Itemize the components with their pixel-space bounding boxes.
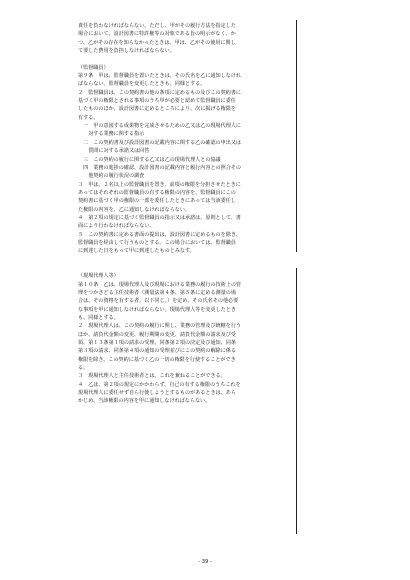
text-line: 第３項の請求、同条第４項の通知の受理並びにこの契約の解除に係る [78,348,236,355]
text-line: ２ 現場代理人は、この契約の履行に関し、業務の管理及び統轄を行う [78,323,242,330]
text-line: ４ 第２項の規定に基づく監督職員の指示又は承諾は、原則として、書 [78,214,241,221]
revision-bar-bottom [296,268,297,534]
text-line: ４ 乙は、第２項の規定にかかわらず、自己の有する権限のうちこれを [78,381,241,388]
text-line: （現場代理人等） [78,273,119,280]
text-line: 一 甲の意図する成果物を完成させるための乙又は乙の現場代理人に [78,123,242,130]
text-line: 面により行わなければならない。 [78,223,155,230]
text-line: 領、第１３条第１項の請求の受理、同条第２項の決定及び通知、同条 [78,340,236,347]
text-line: 基づく甲の権限とされる事項のうち甲が必要と認めて監督職員に委任 [78,98,236,105]
text-line: 対する業務に関する指示 [78,131,145,138]
text-line: て要した費用を負担しなければならない。 [78,48,175,55]
text-line: ５ この契約書に定める書面の提出は、設計図書に定めるものを除き、 [78,231,241,238]
blank-line [78,256,288,264]
text-line: る。 [78,365,89,372]
text-line: 三 この契約の履行に関する乙又は乙の現場代理人との協議 [78,156,221,163]
text-line: 責任を負わなければならない。ただし、甲がその履行方法を指定した [78,23,236,29]
text-line: 契約書に基づく甲の権限の一部を委任したときにあっては当該委任し [78,198,236,205]
text-line: あってはそれぞれの監督職員の有する権限の内容を、監督職員にこの [78,189,236,196]
text-line: かじめ、当該権限の内容を甲に通知しなければならない。 [78,398,211,405]
text-line: 他契約の履行状況の調査 [78,173,145,180]
blank-line [78,55,288,63]
text-line: つ、乙がその存在を知らなかったときは、甲は、乙がその使用に関し [78,39,236,46]
text-line: ３ 現場代理人と主任技術者とは、これを兼ねることができる。 [78,373,226,380]
text-line: （監督職員） [78,64,109,71]
text-line: 四 業務の進捗の確認、設計図書の記載内容と履行内容との照合その [78,164,242,171]
text-line: 場合において、設計図書に特許権等の対象である旨の明示がなく、か [78,31,236,38]
blank-line [78,264,288,272]
text-line: ２ 監督職員は、この契約書の他の条項に定めるもの及びこの契約書に [78,89,242,96]
text-line: 有する。 [78,114,99,121]
revision-bar-top [296,20,297,252]
text-line: ほか、請負代金額の変更、履行期間の変更、請負代金額の請求及び受 [78,331,236,338]
text-line: 第１０条 乙は、現場代理人及び現場における業務の履行の技術上の管 [78,281,242,288]
text-line: 合は、その資格を有する者。以下同じ。）を定め、その氏名その他必要 [78,298,239,305]
text-line: 現場代理人に委任せず自ら行使しようとするものがあるときは、あら [78,390,236,397]
page-number: - 39 - [198,559,212,565]
text-line: 理をつかさどる主任技術者（測量法第４条、第５条に定める測量の場 [78,290,236,296]
text-line: ３ 甲は、２名以上の監督職員を置き、前項の権限を分担させたときに [78,181,241,188]
text-line: 二 この契約書及び設計図書の記載内容に関する乙の確認の申出又は [78,139,242,146]
text-line: 権限を除き、この契約に基づく乙の一切の権限を行使することができ [78,356,236,363]
contract-text [78,22,288,406]
text-line: ばならない。監督職員を変更したときも、同様とする。 [78,81,206,88]
text-line: 第９条 甲は、監督職員を置いたときは、その氏名を乙に通知しなけれ [78,73,242,80]
text-line: 質問に対する承諾又は回答 [78,148,150,155]
text-line: た権限の内容を、乙に通知しなければならない。 [78,206,191,213]
text-line: も、同様とする。 [78,315,119,322]
text-line: したもののほか、設計図書に定めるところにより、次に掲げる権限を [78,106,236,113]
text-line: に到達した日をもって甲に到達したものとみなす。 [78,248,195,255]
text-line: な事項を甲に通知しなければならない。現場代理人等を変更したとき [78,306,236,313]
text-line: 監督職員を経由して行うものとする。この場合においては、監督職員 [78,239,236,246]
